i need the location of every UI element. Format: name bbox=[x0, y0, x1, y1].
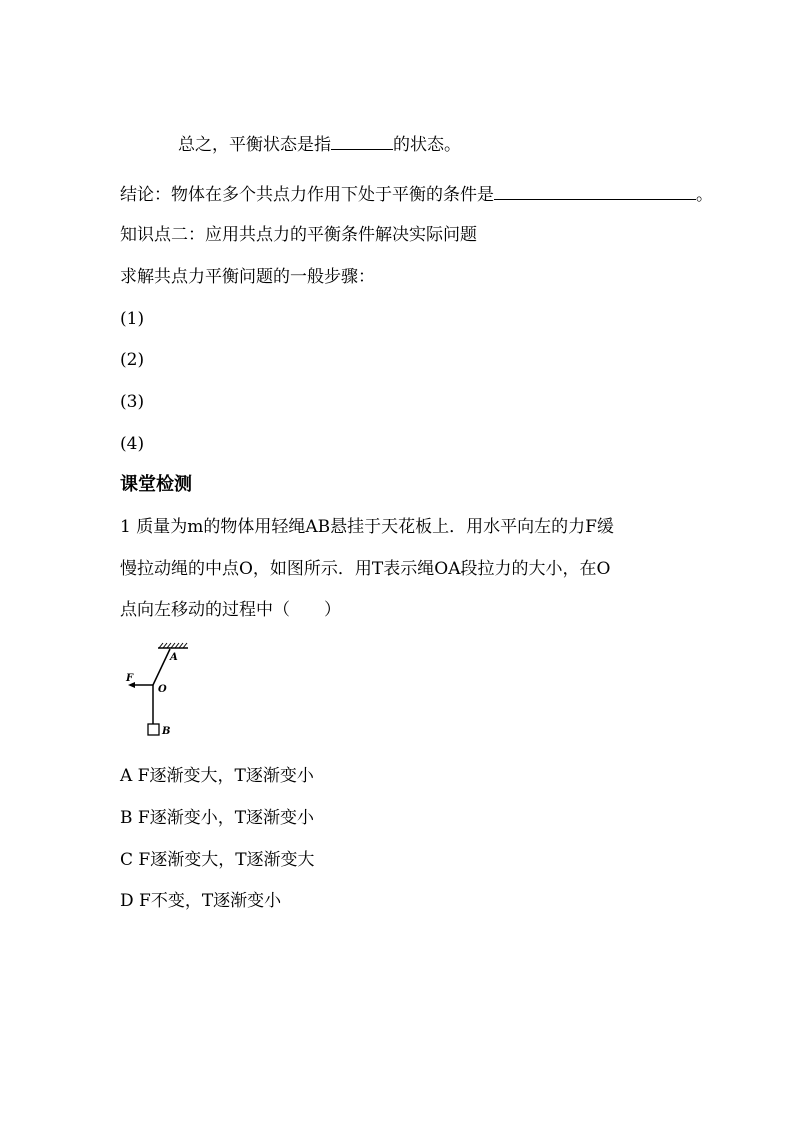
rope-oa bbox=[153, 649, 170, 685]
option-d: D F不变，T逐渐变小 bbox=[120, 891, 282, 911]
label-f: F bbox=[126, 673, 134, 684]
summary-prefix: 总之，平衡状态是指 bbox=[178, 135, 331, 155]
summary-suffix: 的状态。 bbox=[393, 135, 461, 155]
step-4: (4) bbox=[120, 434, 145, 454]
step-1: (1) bbox=[120, 309, 145, 329]
label-a: A bbox=[170, 652, 178, 663]
step-2: (2) bbox=[120, 350, 145, 370]
section2-title: 知识点二：应用共点力的平衡条件解决实际问题 bbox=[120, 225, 477, 245]
check-title: 课堂检测 bbox=[120, 474, 192, 495]
option-b: B F逐渐变小，T逐渐变小 bbox=[120, 808, 315, 828]
option-a: A F逐渐变大，T逐渐变小 bbox=[120, 766, 314, 786]
question-line-3: 点向左移动的过程中（ ） bbox=[120, 600, 341, 620]
block-b bbox=[148, 724, 159, 735]
conclusion-line bbox=[120, 183, 713, 206]
option-c: C F逐渐变大，T逐渐变大 bbox=[120, 850, 315, 870]
rope-diagram bbox=[118, 640, 208, 740]
summary-line bbox=[178, 133, 461, 156]
conclusion-blank bbox=[494, 183, 696, 200]
question-line-1: 1 质量为m的物体用轻绳AB悬挂于天花板上．用水平向左的力F缓 bbox=[120, 517, 614, 537]
step-3: (3) bbox=[120, 392, 145, 412]
steps-intro: 求解共点力平衡问题的一般步骤： bbox=[120, 267, 375, 287]
question-line-2: 慢拉动绳的中点O，如图所示．用T表示绳OA段拉力的大小，在O bbox=[120, 559, 611, 579]
summary-blank bbox=[331, 133, 393, 150]
conclusion-suffix: 。 bbox=[696, 185, 713, 205]
label-o: O bbox=[158, 684, 167, 695]
label-b: B bbox=[162, 726, 171, 737]
conclusion-prefix: 结论：物体在多个共点力作用下处于平衡的条件是 bbox=[120, 185, 494, 205]
